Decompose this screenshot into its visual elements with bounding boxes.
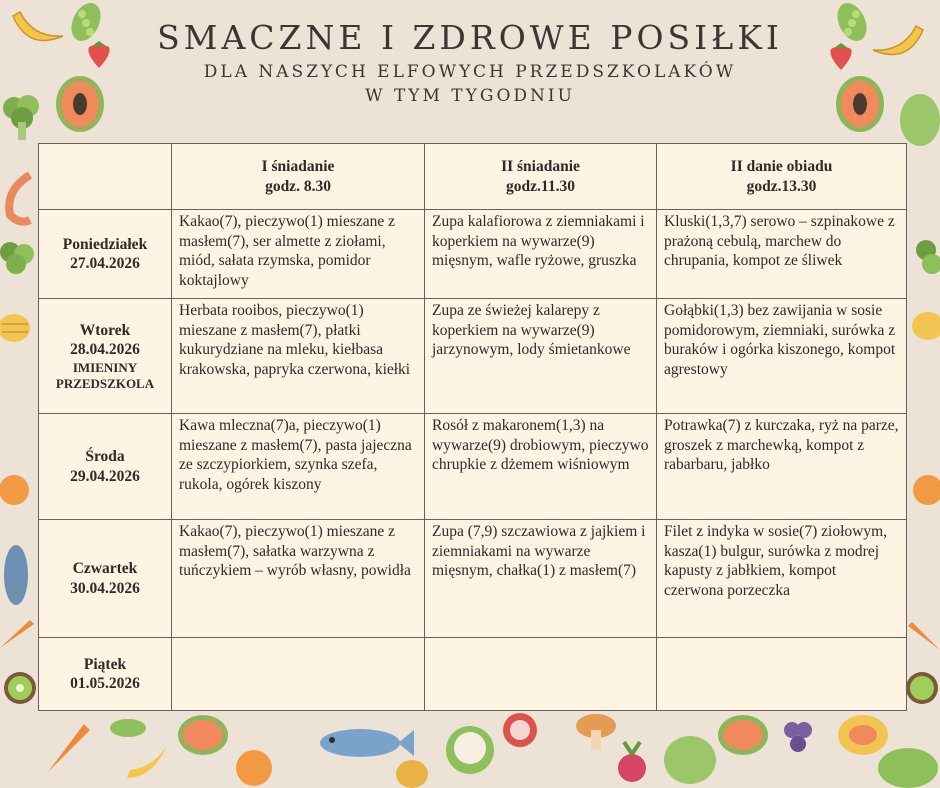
table-row [39, 299, 907, 414]
meal-cell: Potrawka(7) z kurczaka, ryż na parze, groszek z marchewką, kompot z rabarbaru, jabłko [657, 414, 907, 520]
day-cell: Czwartek 30.04.2026 [39, 520, 172, 638]
orange-icon [906, 470, 940, 510]
meal-cell: Rosół z makaronem(1,3) na wywarze(9) drobiowym, pieczywo chrupkie z dżemem wiśniowym [425, 414, 657, 520]
kiwi-icon [904, 668, 940, 708]
meal-cell: Gołąbki(1,3) bez zawijania w sosie pomidorowym, ziemniaki, surówka z buraków i ogórka kiszonego, kompot agrestowy [657, 299, 907, 414]
papaya-icon [176, 712, 230, 758]
meal-cell: Zupa ze świeżej kalarepy z koperkiem na wywarze(9) jarzynowym, lody śmietankowe [425, 299, 657, 414]
grapes-icon [776, 716, 820, 762]
pomegranate-icon [500, 710, 540, 750]
corn-icon [0, 308, 36, 348]
meal-cell: Kawa mleczna(7)a, pieczywo(1) mieszane z masłem(7), pasta jajeczna ze szczypiorkiem, szynka szefa, rukola, ogórek kiszony [172, 414, 425, 520]
day-note: IMIENINY PRZEDSZKOLA [55, 359, 155, 391]
header-corner-cell [39, 144, 172, 210]
banana-icon [122, 738, 172, 786]
fish-icon [0, 540, 36, 610]
meal-cell: Herbata rooibos, pieczywo(1) mieszane z masłem(7), płatki kukurydziane na mleku, kiełbasa krakowska, papryka czerwona, kiełki [172, 299, 425, 414]
meal-cell: Kluski(1,3,7) serowo – szpinakowe z prażoną cebulą, marchew do chrupania, kompot ze śliwek [657, 210, 907, 299]
page-title: SMACZNE I ZDROWE POSIŁKI [157, 18, 783, 57]
carrot-icon [0, 618, 36, 658]
column-header: II danie obiadu godz.13.30 [657, 144, 907, 210]
kiwi-icon [2, 668, 38, 708]
meal-cell: Filet z indyka w sosie(7) ziołowym, kasza(1) bulgur, surówka z modrej kapusty z jabłkiem, kompot czerwona porzeczka [657, 520, 907, 638]
meal-cell: Zupa (7,9) szczawiowa z jajkiem i ziemniakami na wywarze mięsnym, chałka(1) z masłem(7) [425, 520, 657, 638]
meal-cell [172, 638, 425, 711]
page-subtitle: DLA NASZYCH ELFOWYCH PRZEDSZKOLAKÓW [203, 62, 737, 82]
day-cell: Środa 29.04.2026 [39, 414, 172, 520]
carrot-icon [40, 718, 100, 778]
radish-icon [612, 740, 652, 788]
menu-table-container [38, 143, 906, 710]
day-cell: Poniedziałek 27.04.2026 [39, 210, 172, 299]
lettuce-icon [660, 730, 720, 788]
table-header-row [39, 144, 907, 210]
papaya-icon [716, 712, 770, 758]
orange-icon [232, 742, 276, 788]
carrot-icon [906, 620, 940, 660]
lettuce-icon [870, 740, 940, 788]
table-row [39, 210, 907, 299]
day-cell: Piątek 01.05.2026 [39, 638, 172, 711]
broccoli-icon [906, 236, 940, 286]
meal-cell: Kakao(7), pieczywo(1) mieszane z masłem(7), ser almette z ziołami, miód, sałata rzymska, pomidor koktajlowy [172, 210, 425, 299]
meal-cell [657, 638, 907, 711]
column-header: II śniadanie godz.11.30 [425, 144, 657, 210]
table-row [39, 414, 907, 520]
orange-icon [0, 470, 36, 510]
shrimp-icon [0, 170, 36, 230]
broccoli-icon [0, 238, 36, 288]
corn-icon [906, 306, 940, 346]
column-header: I śniadanie godz. 8.30 [172, 144, 425, 210]
cauliflower-icon [440, 720, 500, 780]
table-row [39, 520, 907, 638]
menu-table [38, 143, 907, 711]
page-subtitle-week: W TYM TYGODNIU [365, 86, 575, 106]
day-cell: Wtorek 28.04.2026 IMIENINY PRZEDSZKOLA [39, 299, 172, 414]
pineapple-icon [390, 748, 434, 788]
meal-cell: Zupa kalafiorowa z ziemniakami i koperkiem na wywarze(9) mięsnym, wafle ryżowe, gruszka [425, 210, 657, 299]
meal-cell [425, 638, 657, 711]
meal-cell: Kakao(7), pieczywo(1) mieszane z masłem(7), sałatka warzywna z tuńczykiem – wyrób własny, powidła [172, 520, 425, 638]
table-row [39, 638, 907, 711]
